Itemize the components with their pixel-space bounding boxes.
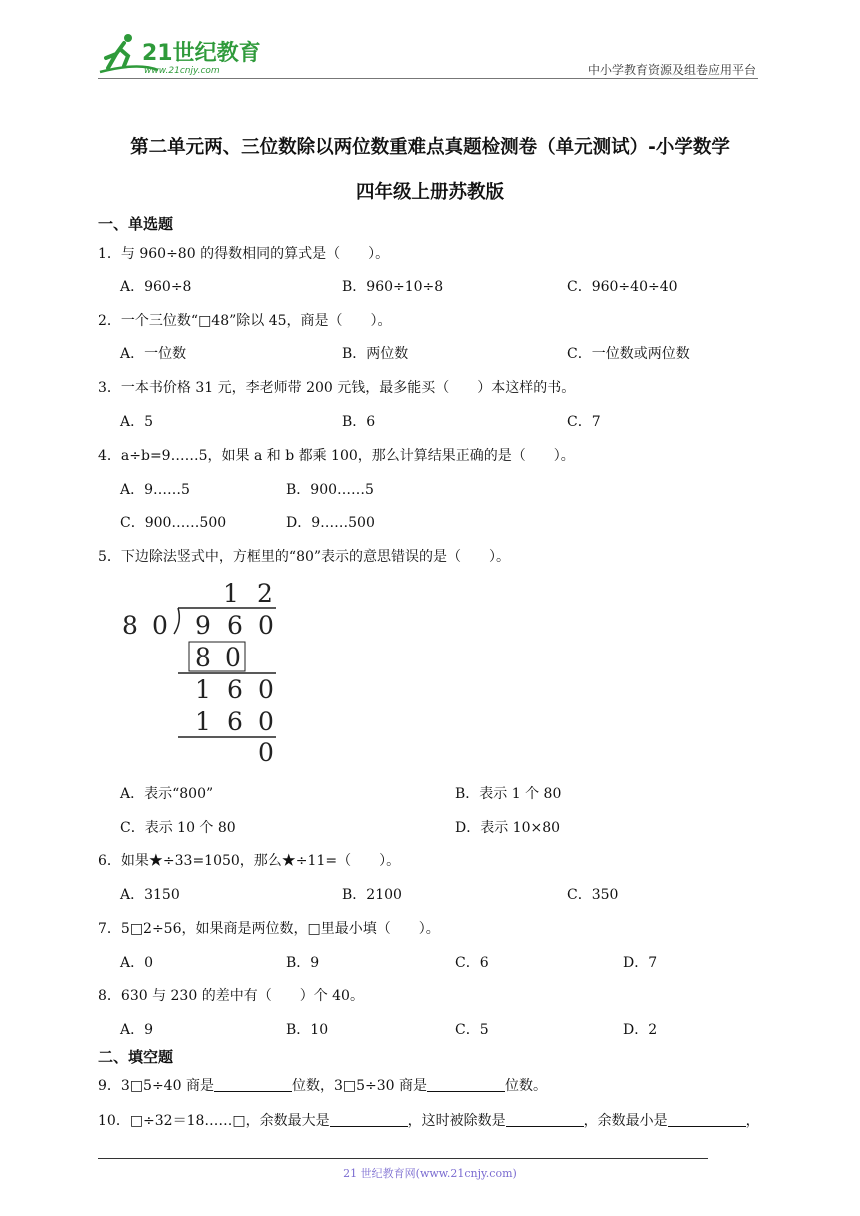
final-remainder: 0 <box>258 738 274 766</box>
partial-product-digit: 1 <box>195 707 211 736</box>
question-3-stem: 3．一本书价格 31 元，李老师带 200 元钱，最多能买（ ）本这样的书。 <box>98 380 576 396</box>
question-3-option-c: C．7 <box>567 414 601 430</box>
question-3-option-a: A．5 <box>120 414 154 430</box>
question-5-option-c: C．表示 10 个 80 <box>120 820 236 836</box>
partial-product-digit: 8 <box>195 643 211 672</box>
remainder-step-digit: 6 <box>227 675 243 704</box>
header-divider <box>98 78 758 79</box>
question-8-option-c: C．5 <box>455 1022 489 1038</box>
page-title: 第二单元两、三位数除以两位数重难点真题检测卷（单元测试）-小学数学 <box>130 137 730 158</box>
partial-product-digit: 0 <box>258 707 274 736</box>
section-heading-fill-in: 二、填空题 <box>98 1048 174 1066</box>
question-9-text: 位数。 <box>505 1078 547 1094</box>
divisor-digit: 0 <box>152 611 168 640</box>
answer-blank[interactable] <box>427 1077 505 1092</box>
dividend-digit: 0 <box>258 611 274 640</box>
question-5-stem: 5．下边除法竖式中，方框里的“80”表示的意思错误的是（ ）。 <box>98 549 511 565</box>
question-9-text: 9．3□5÷40 商是 <box>98 1078 214 1094</box>
runner-logo-icon <box>98 32 268 78</box>
question-4-option-d: D．9……500 <box>286 515 375 531</box>
divisor-digit: 8 <box>122 611 138 640</box>
partial-product-digit: 6 <box>227 707 243 736</box>
question-9-text: 位数，3□5÷30 商是 <box>291 1078 427 1094</box>
question-10-text: ，余数最小是 <box>583 1113 668 1129</box>
logo-url: www.21cnjy.com <box>144 66 220 76</box>
question-1-option-b: B．960÷10÷8 <box>342 279 444 295</box>
question-8-option-b: B．10 <box>286 1022 329 1038</box>
long-division-figure <box>118 576 288 766</box>
question-6-option-c: C．350 <box>567 887 619 903</box>
question-7-stem: 7．5□2÷56，如果商是两位数，□里最小填（ ）。 <box>98 921 440 937</box>
section-heading-single-choice: 一、单选题 <box>98 215 174 233</box>
partial-product-digit: 0 <box>225 643 241 672</box>
platform-name: 中小学教育资源及组卷应用平台 <box>587 63 756 77</box>
remainder-step-digit: 0 <box>258 675 274 704</box>
dividend-digit: 9 <box>195 611 211 640</box>
footer-text: 21 世纪教育网(www.21cnjy.com) <box>343 1167 517 1180</box>
page-subtitle: 四年级上册苏教版 <box>355 182 504 203</box>
question-8-stem: 8．630 与 230 的差中有（ ）个 40。 <box>98 988 364 1004</box>
question-7-option-a: A．0 <box>120 955 154 971</box>
question-5-option-d: D．表示 10×80 <box>455 820 561 836</box>
question-6-option-b: B．2100 <box>342 887 402 903</box>
answer-blank[interactable] <box>330 1112 408 1127</box>
answer-blank[interactable] <box>668 1112 746 1127</box>
question-2-option-a: A．一位数 <box>120 346 187 362</box>
question-5-option-b: B．表示 1 个 80 <box>455 786 562 802</box>
question-8-option-d: D．2 <box>623 1022 658 1038</box>
question-1-option-c: C．960÷40÷40 <box>567 279 678 295</box>
question-7-option-c: C．6 <box>455 955 489 971</box>
question-5-option-a: A．表示“800” <box>120 786 214 802</box>
question-6-option-a: A．3150 <box>120 887 180 903</box>
question-4-stem: 4．a÷b=9……5，如果 a 和 b 都乘 100，那么计算结果正确的是（ ）。 <box>98 448 575 464</box>
question-4-option-b: B．900……5 <box>286 482 374 498</box>
question-9 <box>98 1075 547 1095</box>
dividend-digit: 6 <box>227 611 243 640</box>
footer-divider <box>98 1158 708 1159</box>
question-6-stem: 6．如果★÷33=1050，那么★÷11=（ ）。 <box>98 853 401 869</box>
quotient-digit: 1 <box>223 579 239 608</box>
question-10-text: ， <box>745 1113 760 1129</box>
division-bracket <box>174 608 179 634</box>
question-10 <box>98 1110 760 1130</box>
question-2-stem: 2．一个三位数“□48”除以 45，商是（ ）。 <box>98 313 392 329</box>
question-4-option-c: C．900……500 <box>120 515 227 531</box>
question-10-text: 10．□÷32＝18……□，余数最大是 <box>98 1113 330 1129</box>
question-8-option-a: A．9 <box>120 1022 154 1038</box>
question-2-option-b: B．两位数 <box>342 346 409 362</box>
remainder-step-digit: 1 <box>195 675 211 704</box>
answer-blank[interactable] <box>214 1077 292 1092</box>
question-2-option-c: C．一位数或两位数 <box>567 346 690 362</box>
question-1-option-a: A．960÷8 <box>120 279 192 295</box>
logo <box>98 32 268 78</box>
answer-blank[interactable] <box>506 1112 584 1127</box>
question-10-text: ，这时被除数是 <box>407 1113 506 1129</box>
question-4-option-a: A．9……5 <box>120 482 190 498</box>
question-7-option-d: D．7 <box>623 955 658 971</box>
question-7-option-b: B．9 <box>286 955 320 971</box>
question-1-stem: 1．与 960÷80 的得数相同的算式是（ ）。 <box>98 246 390 262</box>
quotient-digit: 2 <box>257 579 273 608</box>
logo-text: 21世纪教育 <box>142 41 261 66</box>
question-3-option-b: B．6 <box>342 414 376 430</box>
